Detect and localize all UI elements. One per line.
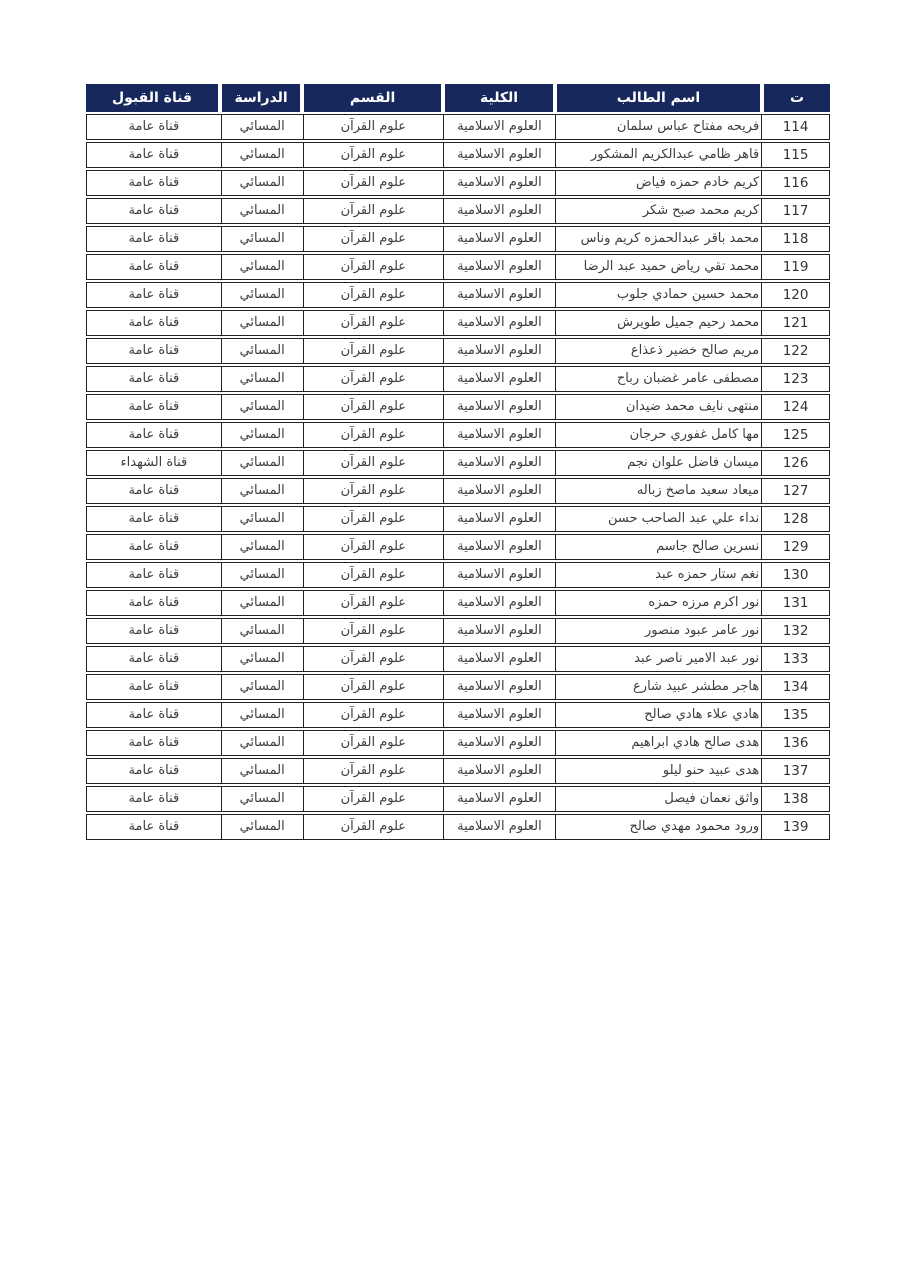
column-header-study: الدراسة [222, 84, 300, 112]
study-type-cell: المسائي [221, 395, 303, 419]
row-number-cell: 121 [761, 311, 829, 335]
students-table [86, 84, 830, 840]
row-number-cell: 123 [761, 367, 829, 391]
department-cell: علوم القرآن [303, 227, 444, 251]
student-name-cell: مريم صالح خضير ذعذاع [555, 339, 761, 363]
table-header-row [86, 84, 830, 112]
college-cell: العلوم الاسلامية [443, 675, 555, 699]
student-name-cell: نغم ستار حمزه عبد [555, 563, 761, 587]
college-cell: العلوم الاسلامية [443, 171, 555, 195]
college-cell: العلوم الاسلامية [443, 423, 555, 447]
row-number-cell: 139 [761, 815, 829, 839]
department-cell: علوم القرآن [303, 675, 444, 699]
admission-channel-cell: قناة عامة [128, 819, 180, 834]
admission-channel-cell: قناة عامة [128, 595, 180, 610]
student-name-cell: هادي علاء هادي صالح [555, 703, 761, 727]
student-name-cell: منتهى نايف محمد ضيدان [555, 395, 761, 419]
department-cell: علوم القرآن [303, 479, 444, 503]
study-type-cell: المسائي [221, 619, 303, 643]
department-cell: علوم القرآن [303, 647, 444, 671]
admission-channel-cell: قناة عامة [128, 651, 180, 666]
student-name-cell: محمد تقي رياض حميد عبد الرضا [555, 255, 761, 279]
department-cell: علوم القرآن [303, 395, 444, 419]
admission-channel-cell: قناة عامة [128, 567, 180, 582]
student-name-cell: هدى عبيد حنو ليلو [555, 759, 761, 783]
department-cell: علوم القرآن [303, 115, 444, 139]
row-number-cell: 119 [761, 255, 829, 279]
table-row [86, 758, 830, 784]
study-type-cell: المسائي [221, 563, 303, 587]
student-name-cell: نداء علي عبد الصاحب حسن [555, 507, 761, 531]
college-cell: العلوم الاسلامية [443, 255, 555, 279]
table-body [86, 114, 830, 840]
college-cell: العلوم الاسلامية [443, 479, 555, 503]
admission-channel-cell: قناة عامة [128, 791, 180, 806]
college-cell: العلوم الاسلامية [443, 311, 555, 335]
study-type-cell: المسائي [221, 311, 303, 335]
student-name-cell: نور اكرم مرزه حمزه [555, 591, 761, 615]
admission-channel-cell: قناة عامة [128, 539, 180, 554]
column-header-admission-channel: قناة القبول [86, 84, 218, 112]
table-row [86, 646, 830, 672]
student-name-cell: مها كامل غفوري حرجان [555, 423, 761, 447]
college-cell: العلوم الاسلامية [443, 507, 555, 531]
department-cell: علوم القرآن [303, 787, 444, 811]
study-type-cell: المسائي [221, 227, 303, 251]
study-type-cell: المسائي [221, 283, 303, 307]
department-cell: علوم القرآن [303, 451, 444, 475]
study-type-cell: المسائي [221, 143, 303, 167]
department-cell: علوم القرآن [303, 535, 444, 559]
table-row [86, 170, 830, 196]
department-cell: علوم القرآن [303, 703, 444, 727]
column-header-name-wrap [555, 84, 762, 112]
department-cell: علوم القرآن [303, 283, 444, 307]
college-cell: العلوم الاسلامية [443, 815, 555, 839]
row-number-cell: 118 [761, 227, 829, 251]
student-name-cell: ميعاد سعيد ماصخ زباله [555, 479, 761, 503]
table-row [86, 618, 830, 644]
admission-channel-cell: قناة عامة [128, 511, 180, 526]
student-name-cell: نور عامر عبود منصور [555, 619, 761, 643]
study-type-cell: المسائي [221, 423, 303, 447]
study-type-cell: المسائي [221, 759, 303, 783]
admission-channel-cell: قناة عامة [128, 259, 180, 274]
student-name-cell: محمد باقر عبدالحمزه كريم وناس [555, 227, 761, 251]
row-number-cell: 138 [761, 787, 829, 811]
college-cell: العلوم الاسلامية [443, 395, 555, 419]
study-type-cell: المسائي [221, 703, 303, 727]
student-name-cell: هدى صالح هادي ابراهيم [555, 731, 761, 755]
admission-channel-cell: قناة الشهداء [120, 455, 188, 470]
admission-channel-cell: قناة عامة [128, 343, 180, 358]
study-type-cell: المسائي [221, 199, 303, 223]
study-type-cell: المسائي [221, 787, 303, 811]
student-name-cell: واثق نعمان فيصل [555, 787, 761, 811]
student-name-cell: كريم محمد صبح شكر [555, 199, 761, 223]
column-header-study-wrap [220, 84, 302, 112]
table-row [86, 562, 830, 588]
study-type-cell: المسائي [221, 367, 303, 391]
student-name-cell: محمد رحيم جميل طويرش [555, 311, 761, 335]
admission-channel-cell: قناة عامة [128, 147, 180, 162]
college-cell: العلوم الاسلامية [443, 759, 555, 783]
row-number-cell: 133 [761, 647, 829, 671]
column-header-department: القسم [304, 84, 441, 112]
table-row [86, 534, 830, 560]
student-name-cell: مصطفى عامر غضبان رباح [555, 367, 761, 391]
column-header-admission-channel-wrap [86, 84, 220, 112]
study-type-cell: المسائي [221, 647, 303, 671]
college-cell: العلوم الاسلامية [443, 535, 555, 559]
admission-channel-cell: قناة عامة [128, 231, 180, 246]
study-type-cell: المسائي [221, 731, 303, 755]
department-cell: علوم القرآن [303, 759, 444, 783]
college-cell: العلوم الاسلامية [443, 731, 555, 755]
row-number-cell: 134 [761, 675, 829, 699]
admission-channel-cell: قناة عامة [128, 427, 180, 442]
table-row [86, 254, 830, 280]
department-cell: علوم القرآن [303, 199, 444, 223]
student-name-cell: فريحه مفتاح عباس سلمان [555, 115, 761, 139]
college-cell: العلوم الاسلامية [443, 619, 555, 643]
college-cell: العلوم الاسلامية [443, 591, 555, 615]
admission-channel-cell: قناة عامة [128, 119, 180, 134]
study-type-cell: المسائي [221, 171, 303, 195]
admission-channel-cell: قناة عامة [128, 371, 180, 386]
study-type-cell: المسائي [221, 591, 303, 615]
admission-channel-cell: قناة عامة [128, 623, 180, 638]
row-number-cell: 124 [761, 395, 829, 419]
table-row [86, 198, 830, 224]
department-cell: علوم القرآن [303, 311, 444, 335]
admission-channel-cell: قناة عامة [128, 399, 180, 414]
college-cell: العلوم الاسلامية [443, 563, 555, 587]
column-header-num-wrap [762, 84, 830, 112]
admission-channel-cell: قناة عامة [128, 483, 180, 498]
college-cell: العلوم الاسلامية [443, 451, 555, 475]
table-row [86, 366, 830, 392]
student-name-cell: قاهر ظامي عبدالكريم المشكور [555, 143, 761, 167]
student-name-cell: ورود محمود مهدي صالح [555, 815, 761, 839]
study-type-cell: المسائي [221, 115, 303, 139]
admission-channel-cell: قناة عامة [128, 763, 180, 778]
college-cell: العلوم الاسلامية [443, 115, 555, 139]
department-cell: علوم القرآن [303, 143, 444, 167]
college-cell: العلوم الاسلامية [443, 647, 555, 671]
department-cell: علوم القرآن [303, 731, 444, 755]
student-name-cell: هاجر مطشر عبيد شارع [555, 675, 761, 699]
row-number-cell: 126 [761, 451, 829, 475]
student-name-cell: نور عبد الامير ناصر عبد [555, 647, 761, 671]
row-number-cell: 135 [761, 703, 829, 727]
table-row [86, 338, 830, 364]
student-name-cell: كريم خادم حمزه فياض [555, 171, 761, 195]
college-cell: العلوم الاسلامية [443, 199, 555, 223]
row-number-cell: 122 [761, 339, 829, 363]
department-cell: علوم القرآن [303, 171, 444, 195]
study-type-cell: المسائي [221, 507, 303, 531]
table-row [86, 590, 830, 616]
study-type-cell: المسائي [221, 255, 303, 279]
table-row [86, 674, 830, 700]
college-cell: العلوم الاسلامية [443, 143, 555, 167]
row-number-cell: 120 [761, 283, 829, 307]
row-number-cell: 137 [761, 759, 829, 783]
row-number-cell: 132 [761, 619, 829, 643]
row-number-cell: 130 [761, 563, 829, 587]
row-number-cell: 127 [761, 479, 829, 503]
table-row [86, 814, 830, 840]
table-row [86, 702, 830, 728]
study-type-cell: المسائي [221, 535, 303, 559]
row-number-cell: 116 [761, 171, 829, 195]
department-cell: علوم القرآن [303, 507, 444, 531]
row-number-cell: 114 [761, 115, 829, 139]
department-cell: علوم القرآن [303, 591, 444, 615]
table-row [86, 506, 830, 532]
study-type-cell: المسائي [221, 339, 303, 363]
department-cell: علوم القرآن [303, 563, 444, 587]
admission-channel-cell: قناة عامة [128, 735, 180, 750]
column-header-college-wrap [443, 84, 555, 112]
department-cell: علوم القرآن [303, 619, 444, 643]
college-cell: العلوم الاسلامية [443, 787, 555, 811]
admission-channel-cell: قناة عامة [128, 175, 180, 190]
table-row [86, 142, 830, 168]
admission-channel-cell: قناة عامة [128, 679, 180, 694]
college-cell: العلوم الاسلامية [443, 367, 555, 391]
study-type-cell: المسائي [221, 451, 303, 475]
table-row [86, 786, 830, 812]
table-row [86, 310, 830, 336]
row-number-cell: 131 [761, 591, 829, 615]
study-type-cell: المسائي [221, 675, 303, 699]
college-cell: العلوم الاسلامية [443, 227, 555, 251]
table-row [86, 282, 830, 308]
row-number-cell: 117 [761, 199, 829, 223]
table-row [86, 226, 830, 252]
column-header-name: اسم الطالب [557, 84, 760, 112]
college-cell: العلوم الاسلامية [443, 283, 555, 307]
student-name-cell: نسرين صالح جاسم [555, 535, 761, 559]
column-header-college: الكلية [445, 84, 553, 112]
department-cell: علوم القرآن [303, 367, 444, 391]
row-number-cell: 125 [761, 423, 829, 447]
department-cell: علوم القرآن [303, 423, 444, 447]
study-type-cell: المسائي [221, 479, 303, 503]
student-name-cell: محمد حسين حمادي جلوب [555, 283, 761, 307]
college-cell: العلوم الاسلامية [443, 703, 555, 727]
table-row [86, 394, 830, 420]
admission-channel-cell: قناة عامة [128, 203, 180, 218]
admission-channel-cell: قناة عامة [128, 707, 180, 722]
table-row [86, 730, 830, 756]
column-header-num: ت [764, 84, 830, 112]
table-row [86, 422, 830, 448]
column-header-department-wrap [302, 84, 443, 112]
row-number-cell: 129 [761, 535, 829, 559]
department-cell: علوم القرآن [303, 339, 444, 363]
admission-channel-cell: قناة عامة [128, 287, 180, 302]
row-number-cell: 115 [761, 143, 829, 167]
department-cell: علوم القرآن [303, 255, 444, 279]
table-row [86, 114, 830, 140]
admission-channel-cell: قناة عامة [128, 315, 180, 330]
table-row [86, 478, 830, 504]
student-name-cell: ميسان فاضل علوان نجم [555, 451, 761, 475]
row-number-cell: 136 [761, 731, 829, 755]
college-cell: العلوم الاسلامية [443, 339, 555, 363]
study-type-cell: المسائي [221, 815, 303, 839]
department-cell: علوم القرآن [303, 815, 444, 839]
row-number-cell: 128 [761, 507, 829, 531]
table-row [86, 450, 830, 476]
